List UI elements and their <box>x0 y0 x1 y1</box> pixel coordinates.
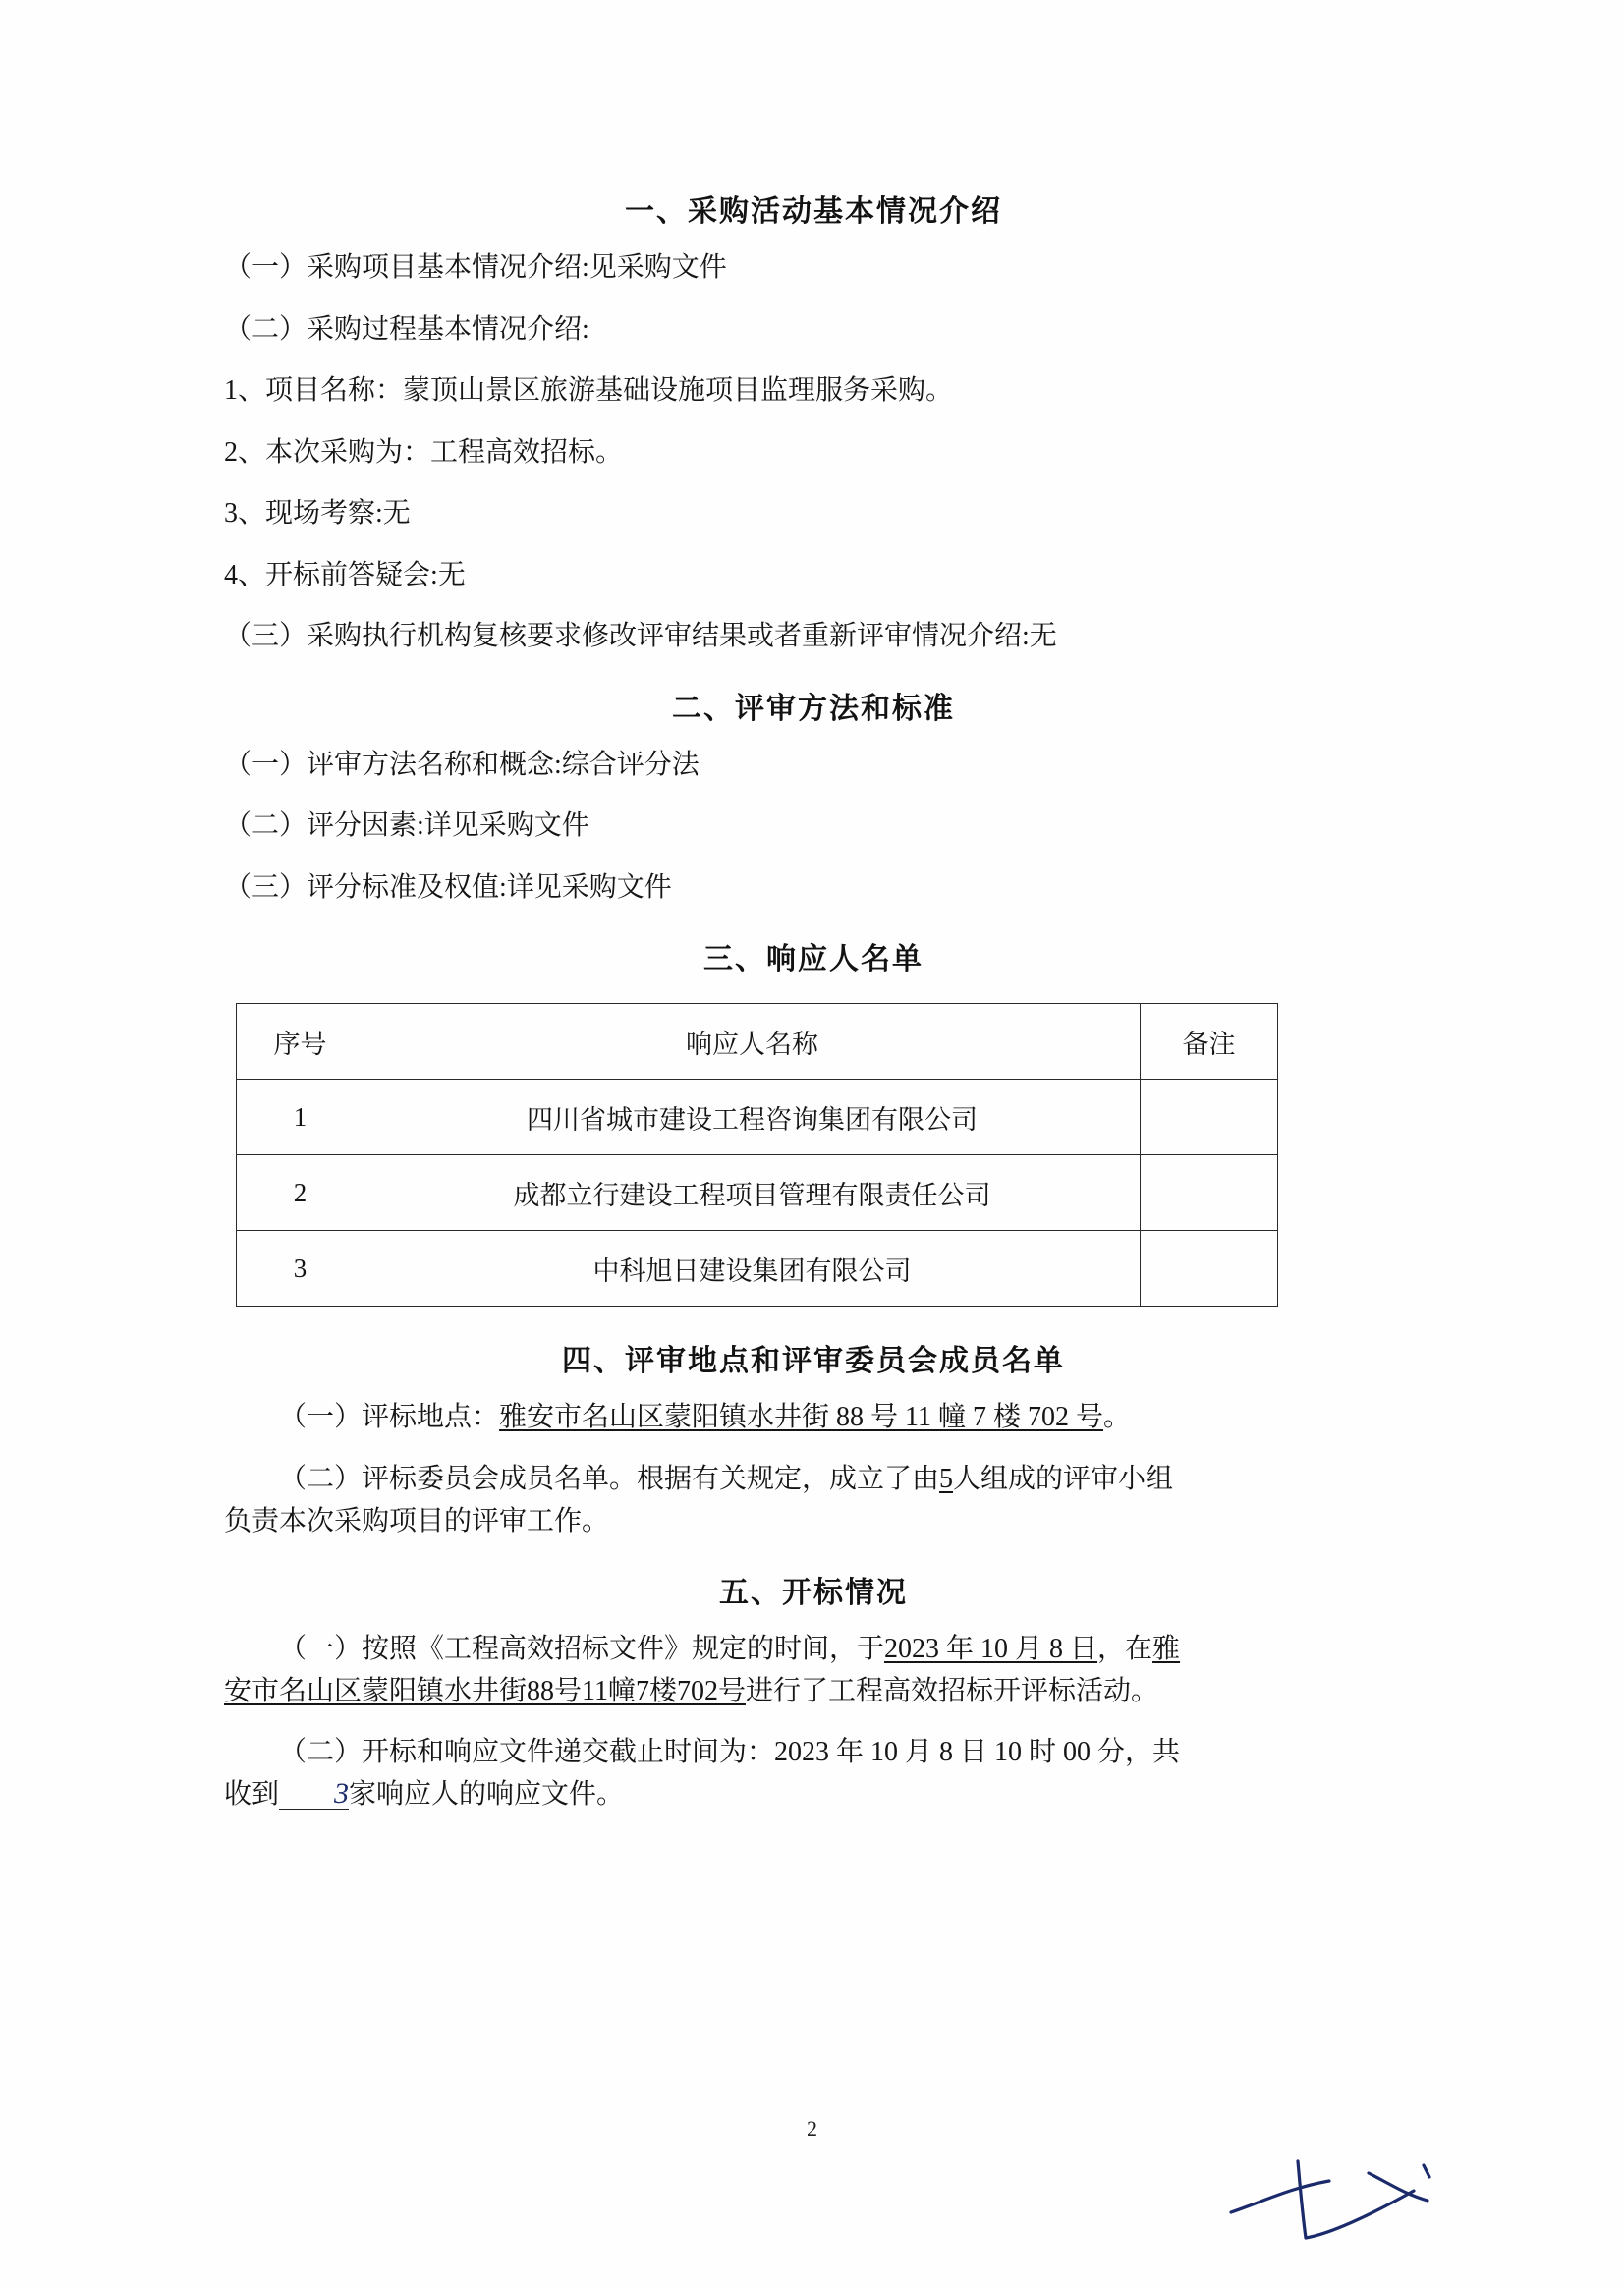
section-heading-4: 四、评审地点和评审委员会成员名单 <box>562 1345 1065 1378</box>
table-row <box>237 1231 1278 1307</box>
page-number: 2 <box>807 2116 817 2141</box>
section-heading-2: 二、评审方法和标准 <box>672 692 955 725</box>
section-heading-1: 一、采购活动基本情况介绍 <box>625 195 1002 228</box>
received-text-suffix: 家响应人的响应文件。 <box>349 1778 625 1810</box>
eval-location-prefix: （一）评标地点： <box>279 1402 500 1433</box>
row-no: 2 <box>237 1155 364 1231</box>
table-header-row <box>237 1004 1278 1080</box>
paragraph-1-7: （三）采购执行机构复核要求修改评审结果或者重新评审情况介绍:无 <box>224 621 1057 652</box>
bid-open-text-c: 进行了工程高效招标开评标活动。 <box>745 1675 1158 1706</box>
row-name: 四川省城市建设工程咨询集团有限公司 <box>364 1080 1141 1155</box>
paragraph-1-1: （一）采购项目基本情况介绍:见采购文件 <box>224 252 727 283</box>
row-name: 中科旭日建设集团有限公司 <box>364 1231 1141 1307</box>
paragraph-1-2: （二）采购过程基本情况介绍: <box>224 313 589 345</box>
paragraph-1-4: 2、本次采购为：工程高效招标。 <box>224 436 624 468</box>
received-text: 收到 <box>224 1778 280 1810</box>
paragraph-5-2 <box>224 1732 1403 1815</box>
paragraph-1-6: 4、开标前答疑会:无 <box>224 559 466 590</box>
eval-location-suffix: 。 <box>1102 1402 1131 1433</box>
bid-open-text-a: （一）按照《工程高效招标文件》规定的时间，于 <box>279 1634 885 1665</box>
paragraph-2-3: （三）评分标准及权值:详见采购文件 <box>224 871 672 903</box>
row-note <box>1141 1231 1278 1307</box>
row-name: 成都立行建设工程项目管理有限责任公司 <box>364 1155 1141 1231</box>
bid-open-place-part1: 雅 <box>1152 1634 1181 1665</box>
table-header-note: 备注 <box>1141 1004 1278 1080</box>
paragraph-4-2 <box>224 1459 1403 1542</box>
paragraph-5-1 <box>224 1629 1403 1712</box>
document-body <box>224 187 1403 1835</box>
received-count-handwritten: 3 <box>279 1779 349 1810</box>
paragraph-1-3: 1、项目名称：蒙顶山景区旅游基础设施项目监理服务采购。 <box>224 375 954 407</box>
table-row <box>237 1080 1278 1155</box>
section-heading-3: 三、响应人名单 <box>703 943 924 976</box>
paragraph-4-1 <box>224 1397 1403 1439</box>
paragraph-1-5: 3、现场考察:无 <box>224 498 411 530</box>
row-no: 1 <box>237 1080 364 1155</box>
eval-location-value: 雅安市名山区蒙阳镇水井街 88 号 11 幢 7 楼 702 号 <box>499 1402 1103 1433</box>
committee-member-count: 5 <box>939 1464 954 1495</box>
table-header-name: 响应人名称 <box>364 1004 1141 1080</box>
responders-table <box>236 1003 1278 1307</box>
deadline-text: （二）开标和响应文件递交截止时间为：2023 年 10 月 8 日 10 时 00 分，共 <box>279 1737 1181 1768</box>
handwritten-signature <box>1221 2144 1477 2252</box>
row-no: 3 <box>237 1231 364 1307</box>
committee-text-a: （二）评标委员会成员名单。根据有关规定，成立了由 <box>279 1464 940 1495</box>
bid-open-place-part2: 安市名山区蒙阳镇水井街88号11幢7楼702号 <box>224 1675 746 1706</box>
bid-open-date: 2023 年 10 月 8 日 <box>884 1634 1098 1665</box>
row-note <box>1141 1155 1278 1231</box>
paragraph-2-2: （二）评分因素:详见采购文件 <box>224 810 589 842</box>
bid-open-text-b: ，在 <box>1097 1634 1153 1665</box>
table-header-no: 序号 <box>237 1004 364 1080</box>
row-note <box>1141 1080 1278 1155</box>
paragraph-2-1: （一）评审方法名称和概念:综合评分法 <box>224 749 700 780</box>
section-heading-5: 五、开标情况 <box>719 1577 908 1610</box>
committee-text-c: 负责本次采购项目的评审工作。 <box>224 1505 610 1536</box>
table-row <box>237 1155 1278 1231</box>
committee-text-b: 人组成的评审小组 <box>953 1464 1174 1495</box>
